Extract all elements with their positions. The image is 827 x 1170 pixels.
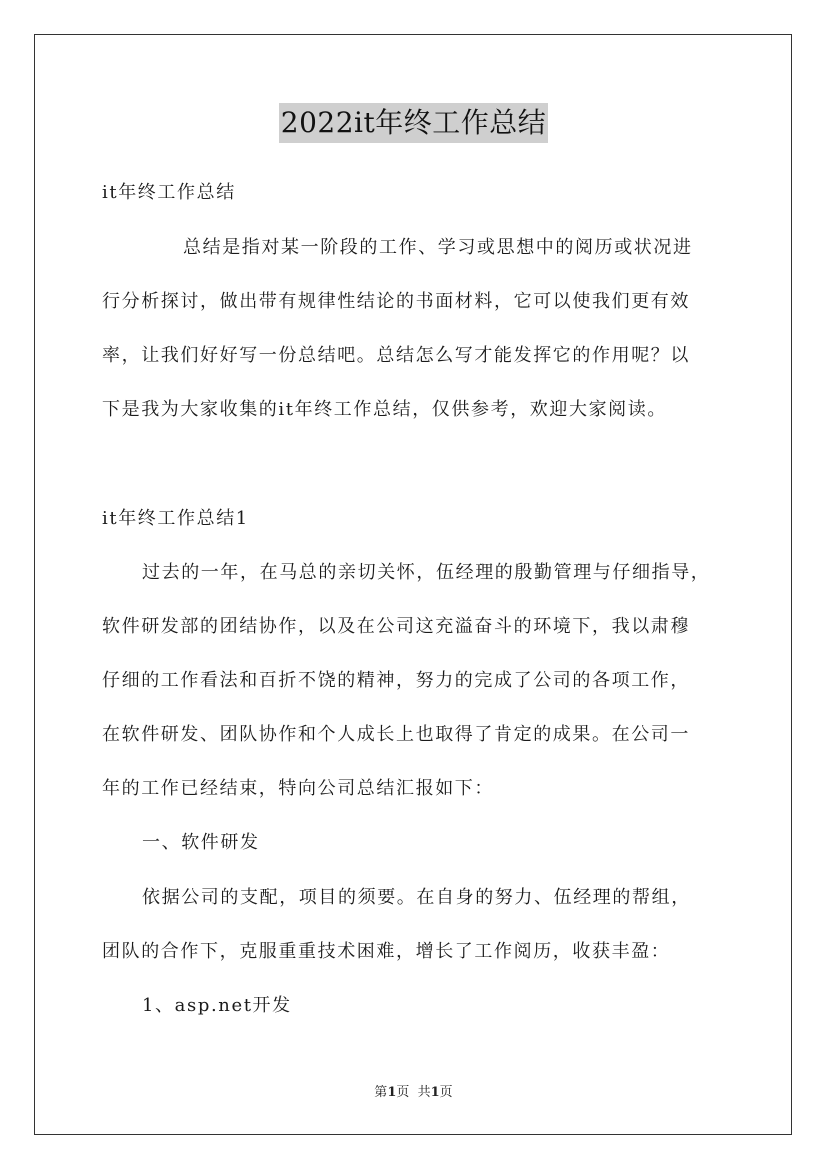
intro-line-1: 总结是指对某一阶段的工作、学习或思想中的阅历或状况进 [183,237,693,258]
footer-page-prefix: 第 [374,1085,388,1100]
intro-line-3: 率，让我们好好写一份总结吧。总结怎么写才能发挥它的作用呢？以 [102,345,690,366]
section1-line-4: 在软件研发、团队协作和个人成长上也取得了肯定的成果。在公司一 [102,724,690,745]
subsection1-line-2: 团队的合作下，克服重重技术困难，增长了工作阅历，收获丰盈： [102,941,671,962]
footer-page-current: 1 [387,1085,397,1100]
document-subtitle: it年终工作总结 [102,182,236,203]
footer-page-mid: 页 共 [396,1085,431,1100]
footer-page-total: 1 [430,1085,440,1100]
intro-line-4: 下是我为大家收集的it年终工作总结，仅供参考，欢迎大家阅读。 [102,399,667,420]
document-title: 2022it年终工作总结 [279,103,548,143]
footer-page-suffix: 页 [439,1085,453,1100]
subsection1-heading: 一、软件研发 [142,832,260,853]
section1-line-5: 年的工作已经结束，特向公司总结汇报如下： [102,778,494,799]
section1-line-1: 过去的一年，在马总的亲切关怀，伍经理的殷勤管理与仔细指导， [142,562,711,583]
section1-line-2: 软件研发部的团结协作，以及在公司这充溢奋斗的环境下，我以肃穆 [102,616,690,637]
section1-line-3: 仔细的工作看法和百折不饶的精神，努力的完成了公司的各项工作， [102,670,690,691]
page-footer [0,1084,827,1102]
item-1: 1、asp.net开发 [142,995,292,1016]
subsection1-line-1: 依据公司的支配，项目的须要。在自身的努力、伍经理的帮组， [142,887,691,908]
intro-line-2: 行分析探讨，做出带有规律性结论的书面材料，它可以使我们更有效 [102,291,690,312]
section1-heading: it年终工作总结1 [102,508,249,529]
title-container [0,103,827,143]
